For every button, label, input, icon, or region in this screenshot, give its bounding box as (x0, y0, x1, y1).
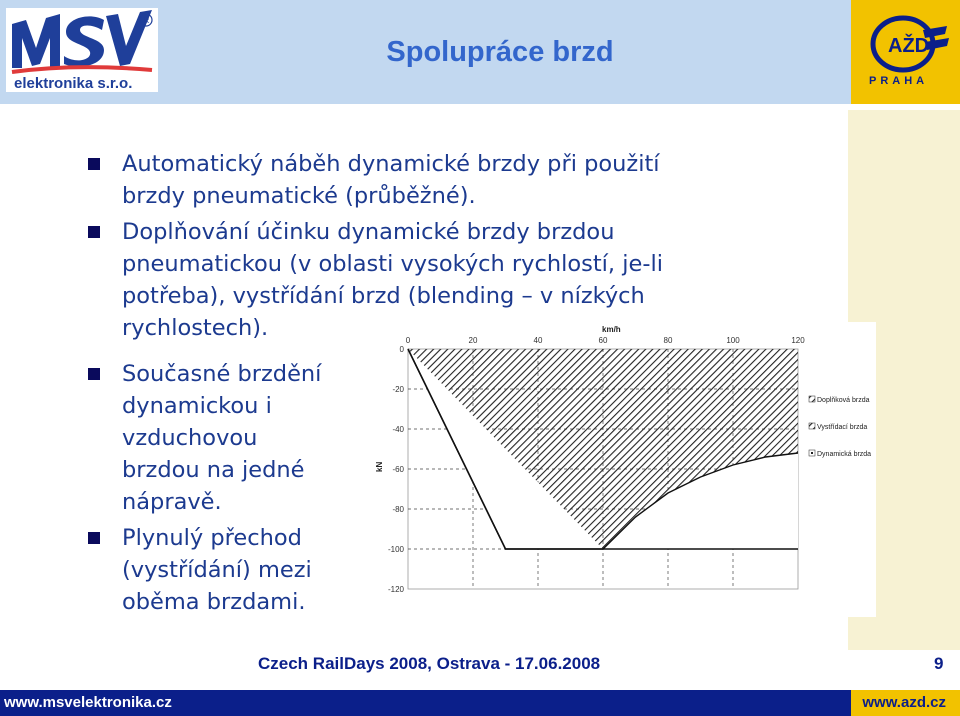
page-title: Spolupráce brzd (386, 36, 614, 68)
bottom-bar (0, 690, 960, 716)
x-tick-label: 20 (468, 336, 478, 345)
msv-logo-icon (6, 8, 158, 92)
url-right-link[interactable]: www.azd.cz (862, 694, 946, 711)
bullet-line: (vystřídání) mezi (122, 557, 312, 583)
bullet-line: Plynulý přechod (122, 525, 302, 551)
header-bar (0, 0, 960, 104)
legend-swatch (809, 423, 815, 429)
footer-event: Czech RailDays 2008, Ostrava - 17.06.2008 (258, 654, 601, 673)
y-tick-label: -40 (392, 425, 404, 434)
y-tick-label: -120 (387, 585, 404, 594)
bullet-line: brzdy pneumatické (průběžné). (122, 183, 476, 209)
bullet-line: dynamickou i (122, 393, 272, 419)
legend-entry: Vystřídací brzda (817, 424, 868, 431)
x-tick-label: 40 (533, 336, 543, 345)
bullet-line: rychlostech). (122, 315, 269, 341)
svg-text:R: R (143, 16, 150, 25)
y-tick-label: -60 (392, 465, 404, 474)
chart-legend (809, 396, 871, 458)
url-left-link[interactable]: www.msvelektronika.cz (4, 694, 172, 711)
azd-logo (851, 0, 960, 104)
y-tick-label: -80 (392, 505, 404, 514)
msv-logo-text: elektronika s.r.o. (14, 75, 133, 92)
bottom-bar-accent (851, 690, 960, 716)
y-axis-label: kN (375, 461, 384, 472)
x-tick-label: 80 (663, 336, 673, 345)
page-number: 9 (934, 654, 944, 673)
legend-entry: Doplňková brzda (817, 397, 870, 404)
bullet-marker (88, 158, 100, 170)
y-tick-label: -100 (387, 545, 404, 554)
azd-logo-icon (851, 0, 960, 104)
y-tick-label: -20 (392, 385, 404, 394)
x-tick-label: 100 (726, 336, 740, 345)
bullet-line: oběma brzdami. (122, 589, 306, 615)
bullet-line: pneumatickou (v oblasti vysokých rychlostí, je-li (122, 251, 663, 277)
bullet-line: potřeba), vystřídání brzd (blending – v nízkých (122, 283, 645, 309)
legend-swatch-dot (811, 452, 813, 454)
braking-chart-panel (368, 322, 876, 617)
x-tick-label: 60 (598, 336, 608, 345)
braking-force-chart (368, 322, 876, 617)
msv-logo (6, 8, 158, 92)
azd-logo-text: PRAHA (869, 75, 929, 87)
bullet-line: Současné brzdění (122, 361, 322, 387)
x-axis-label: km/h (602, 325, 621, 334)
legend-swatch (809, 396, 815, 402)
bullet-line: Doplňování účinku dynamické brzdy brzdou (122, 219, 615, 245)
bullet-marker (88, 532, 100, 544)
bullet-line: nápravě. (122, 489, 222, 515)
x-tick-label: 120 (791, 336, 805, 345)
bullet-marker (88, 226, 100, 238)
bullet-line: vzduchovou (122, 425, 258, 451)
bullet-line: Automatický náběh dynamické brzdy při použití (122, 151, 660, 177)
x-tick-label: 0 (405, 336, 411, 345)
bullet-marker (88, 368, 100, 380)
y-tick-label: 0 (399, 345, 404, 354)
azd-logo-mark: AŽD (888, 35, 930, 57)
legend-entry: Dynamická brzda (817, 451, 872, 458)
bullet-line: brzdou na jedné (122, 457, 305, 483)
